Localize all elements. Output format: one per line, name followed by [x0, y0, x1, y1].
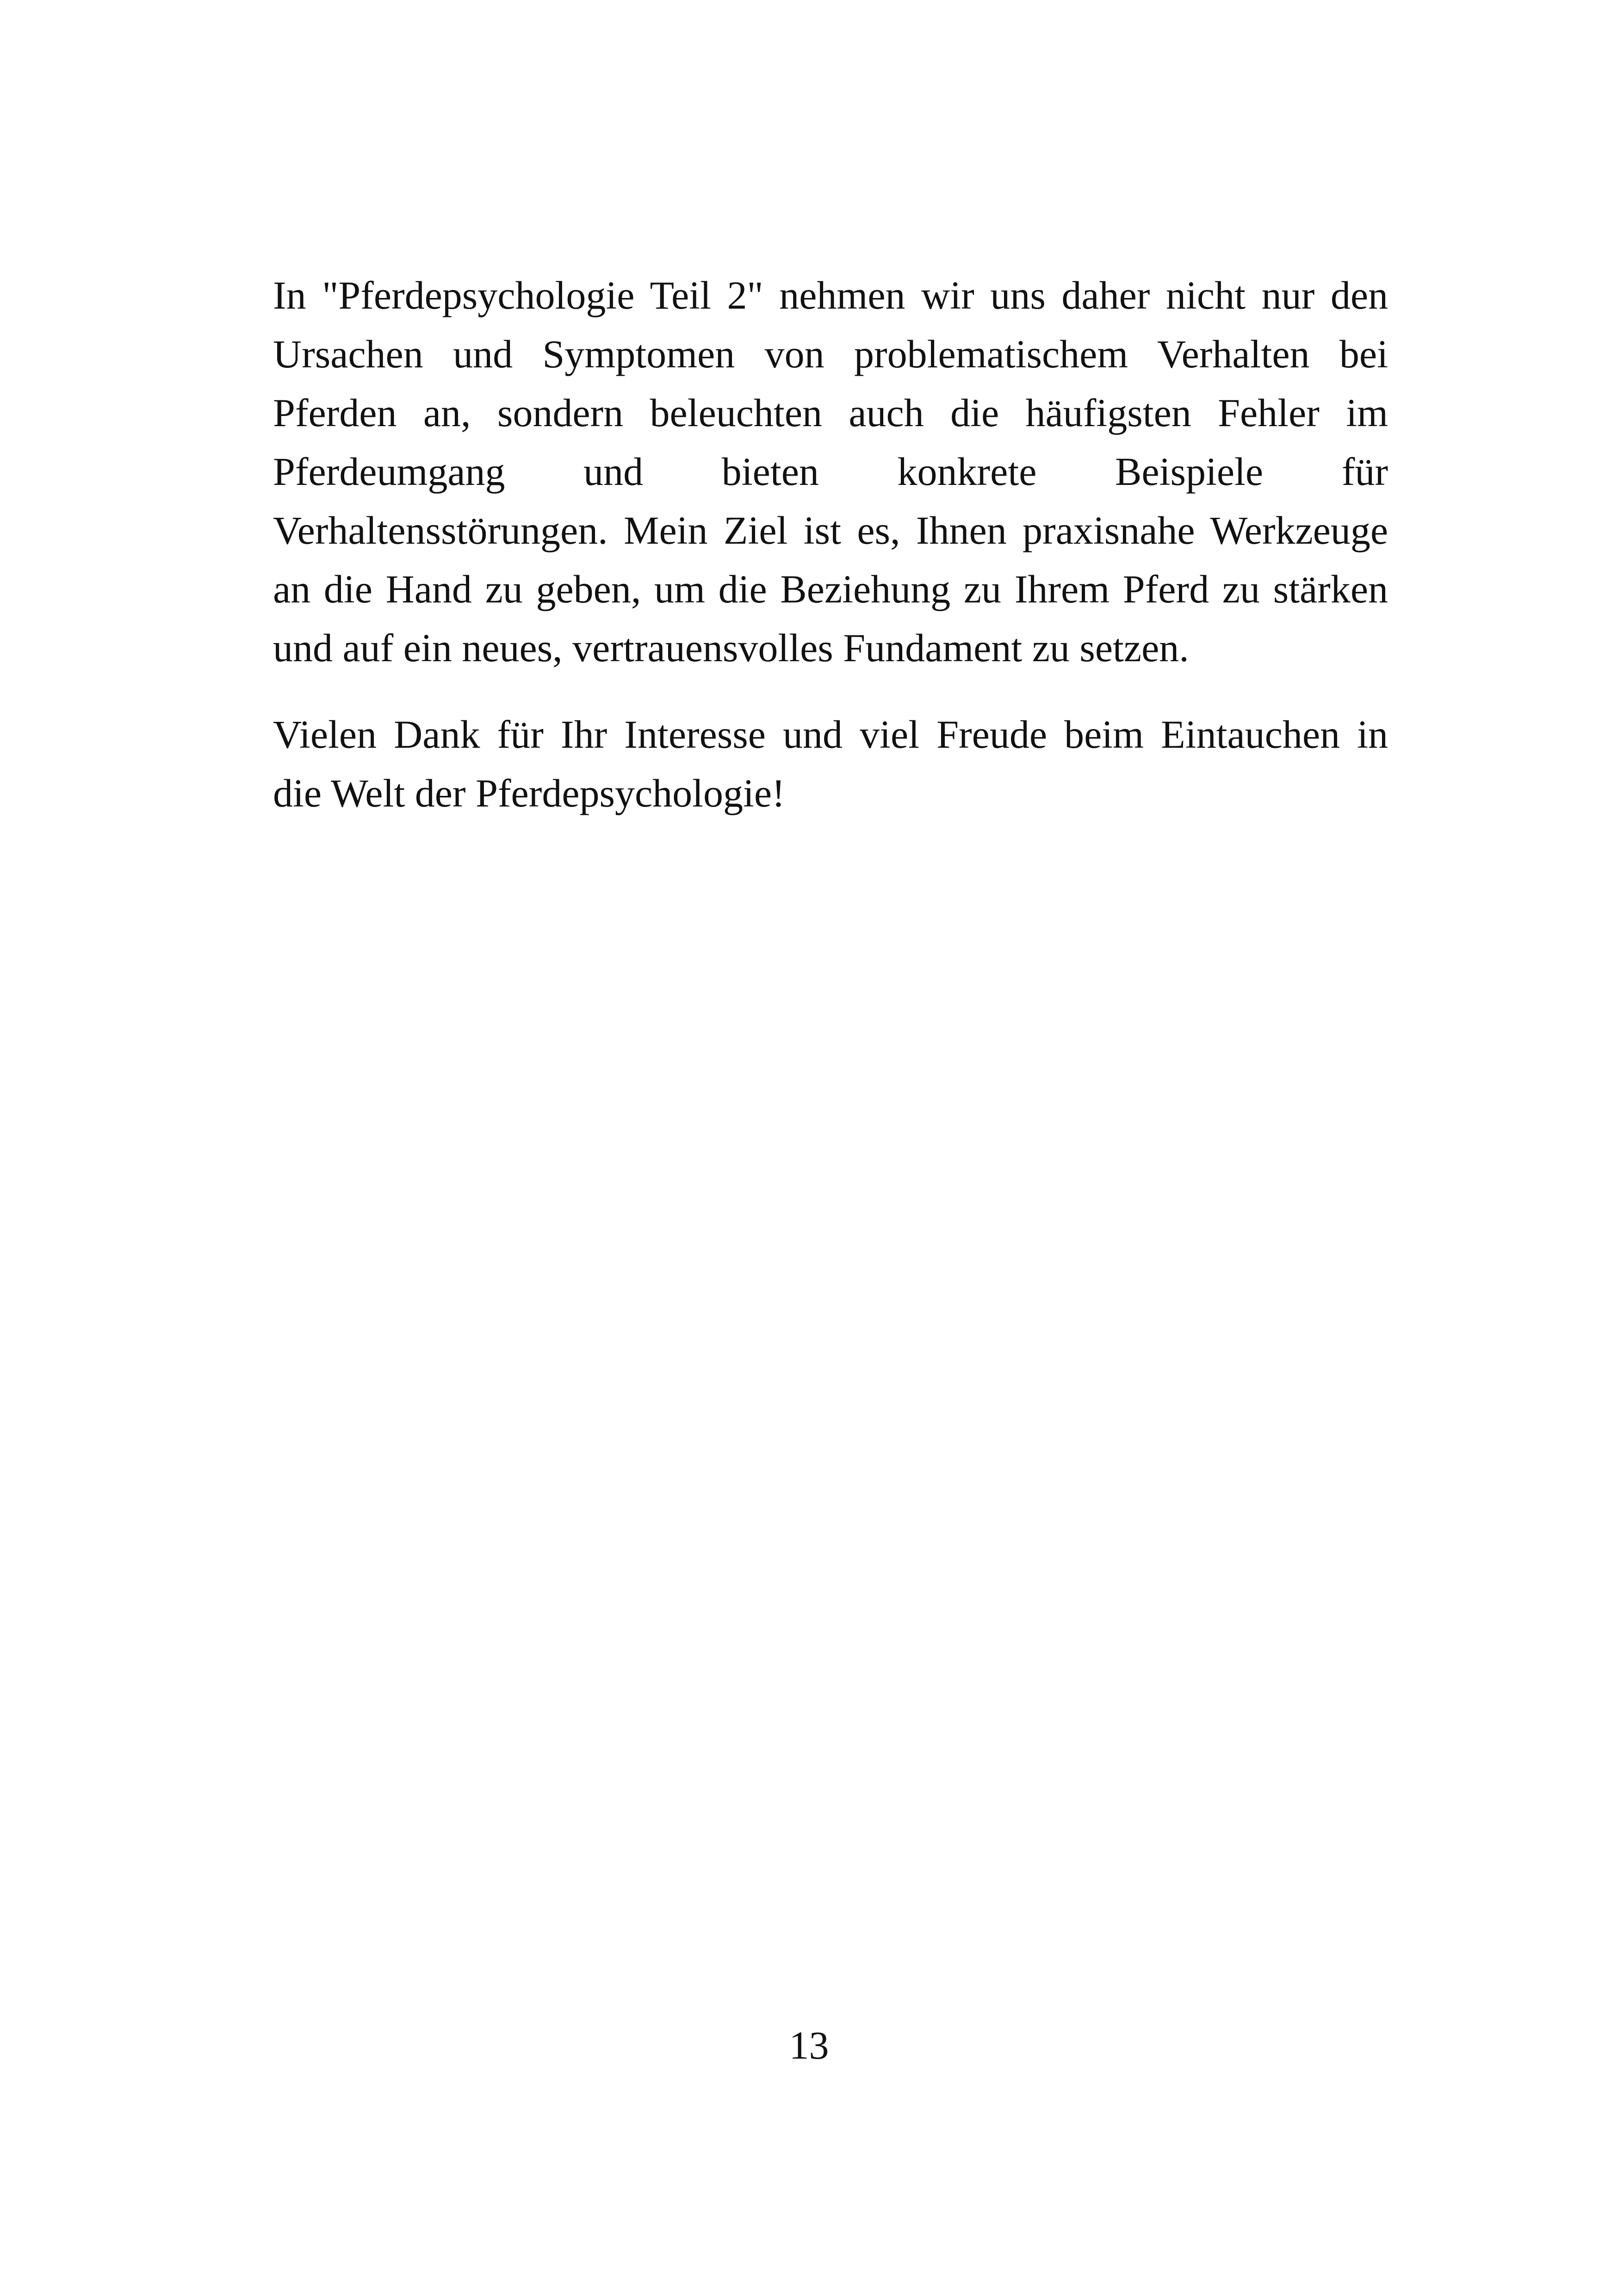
text-line: und auf ein neues, vertrauensvolles Fundament zu setzen.	[273, 626, 1189, 670]
paragraph-2	[273, 705, 1388, 823]
text-line: an die Hand zu geben, um die Beziehung zu Ihrem Pferd zu stärken	[273, 567, 1388, 611]
page-number: 13	[789, 2023, 829, 2067]
text-line: Vielen Dank für Ihr Interesse und viel Freude beim Eintauchen in	[273, 712, 1388, 757]
paragraph-1	[273, 266, 1388, 677]
text-line: Pferdeumgang und bieten konkrete Beispiele für	[273, 449, 1388, 494]
text-line: Ursachen und Symptomen von problematischem Verhalten bei	[273, 332, 1388, 376]
text-line: die Welt der Pferdepsychologie!	[273, 771, 785, 815]
body-text	[273, 266, 1388, 823]
text-line: Pferden an, sondern beleuchten auch die häufigsten Fehler im	[273, 391, 1388, 435]
text-line: Verhaltensstörungen. Mein Ziel ist es, Ihnen praxisnahe Werkzeuge	[273, 508, 1388, 552]
text-line: In "Pferdepsychologie Teil 2" nehmen wir uns daher nicht nur den	[273, 273, 1388, 317]
